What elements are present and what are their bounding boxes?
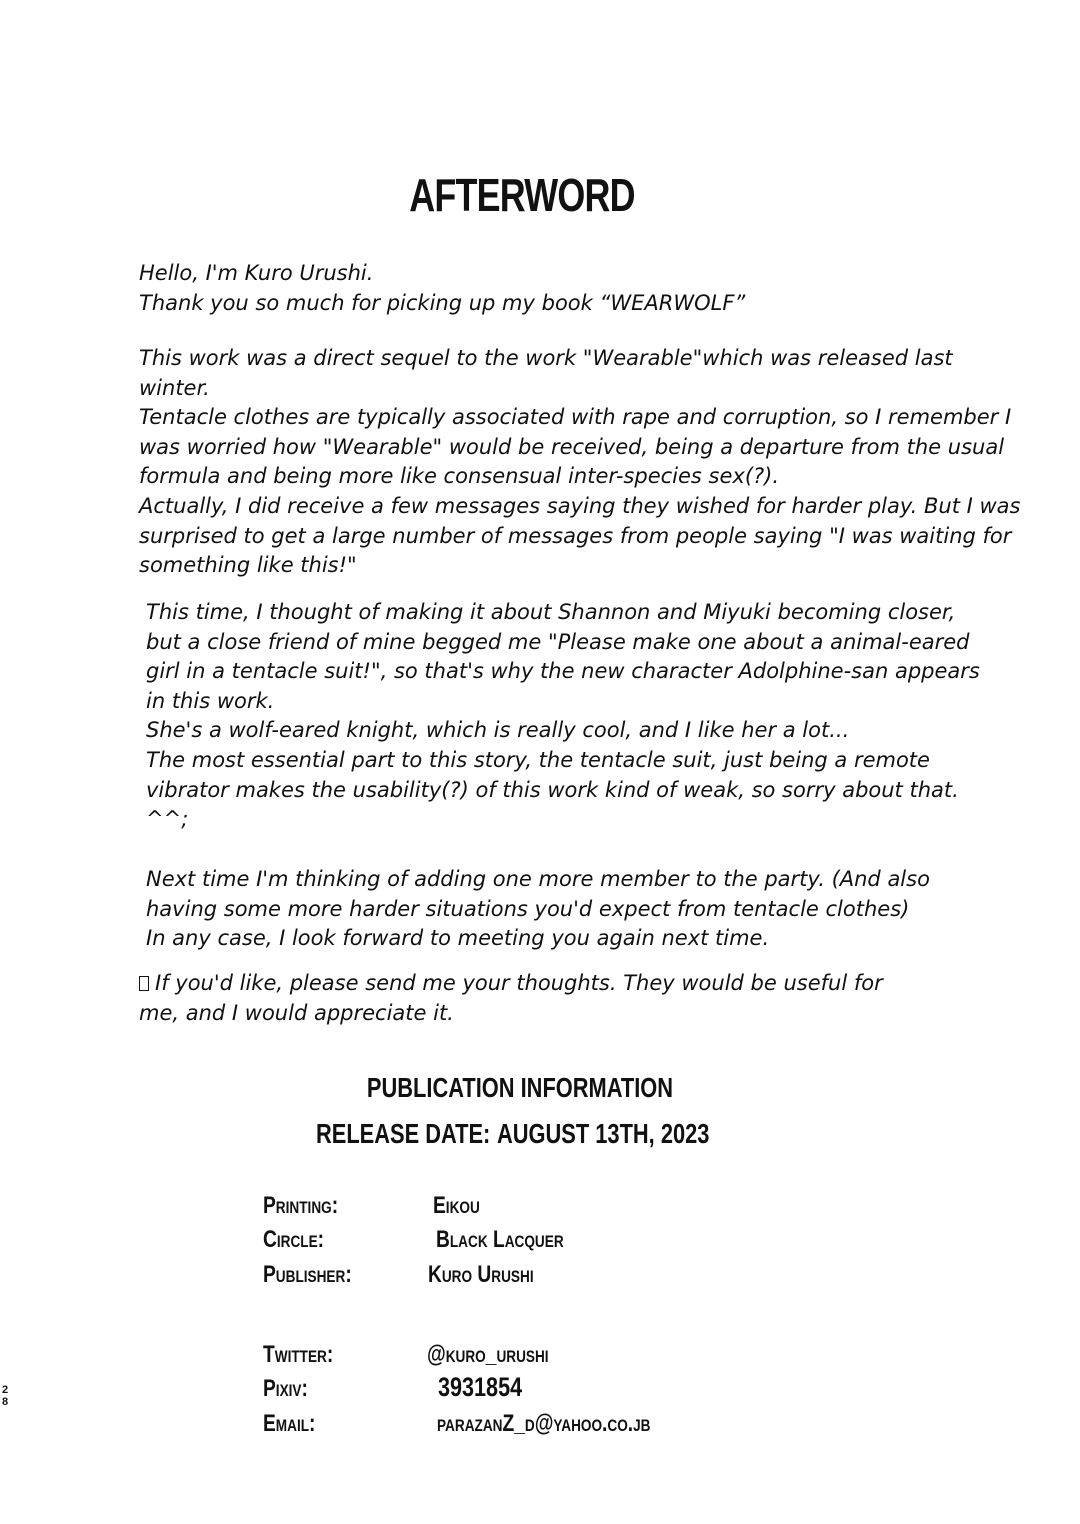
pixiv-value: 3931854 (438, 1372, 523, 1402)
feedback-note (139, 969, 1039, 1028)
text-line: This work was a direct sequel to the work "Wearable"which was released last (139, 346, 953, 370)
text-line: In any case, I look forward to meeting you again next time. (146, 926, 770, 951)
email-label: Email: (263, 1410, 316, 1437)
page-number-text: 2 8 (1, 1384, 9, 1408)
text-line: Hello, I'm Kuro Urushi. (139, 261, 374, 285)
text-line: formula and being more like consensual inter-species sex(?). (139, 464, 780, 489)
circle-label: Circle: (263, 1226, 325, 1253)
pixiv-label: Pixiv: (263, 1375, 308, 1402)
email-value: parazanZ_d@yahoo.co.jb (437, 1410, 651, 1437)
text-line: me, and I would appreciate it. (139, 1000, 454, 1025)
greeting-paragraph (139, 259, 1039, 318)
text-line: ^^; (146, 807, 189, 832)
text-line: in this work. (146, 688, 275, 713)
text-line: Next time I'm thinking of adding one more member to the party. (And also (146, 867, 930, 891)
page-number (0, 1384, 10, 1408)
note-text: If you'd like, please send me your thoughts. They would be useful for (155, 971, 883, 995)
note-mark-icon (139, 976, 149, 991)
sequel-paragraph (139, 344, 1039, 581)
release-date-label: RELEASE DATE: (316, 1118, 491, 1149)
text-line (139, 969, 1039, 999)
text-line: girl in a tentacle suit!", so that's why the new character Adolphine-san appears (146, 659, 980, 684)
next-time-paragraph (146, 865, 1046, 954)
text-line: vibrator makes the usability(?) of this work kind of weak, so sorry about that. (146, 777, 959, 802)
publication-heading: PUBLICATION INFORMATION (366, 1072, 674, 1103)
page-title: AFTERWORD (409, 169, 635, 221)
text-line: winter. (139, 375, 210, 400)
text-line: Actually, I did receive a few messages saying they wished for harder play. But I was (139, 493, 1021, 518)
text-line: This time, I thought of making it about Shannon and Miyuki becoming closer, (146, 600, 956, 624)
text-line: something like this!" (139, 553, 357, 578)
text-line: surprised to get a large number of messages from people saying "I was waiting for (139, 523, 1012, 548)
publisher-label: Publisher: (263, 1261, 352, 1288)
text-line: She's a wolf-eared knight, which is really cool, and I like her a lot... (146, 718, 850, 743)
text-line: Tentacle clothes are typically associated with rape and corruption, so I remember I (139, 405, 1012, 430)
twitter-label: Twitter: (263, 1341, 334, 1368)
text-line: The most essential part to this story, the tentacle suit, just being a remote (146, 747, 930, 772)
printing-value: Eikou (433, 1192, 480, 1219)
text-line: was worried how "Wearable" would be received, being a departure from the usual (139, 434, 1005, 459)
text-line: having some more harder situations you'd expect from tentacle clothes) (146, 896, 910, 921)
release-date-value: AUGUST 13TH, 2023 (497, 1118, 710, 1149)
text-line: but a close friend of mine begged me "Please make one about a animal-eared (146, 629, 970, 654)
printing-label: Printing: (263, 1192, 339, 1219)
text-line: Thank you so much for picking up my book “WEARWOLF” (139, 290, 746, 315)
publisher-value: Kuro Urushi (428, 1261, 534, 1288)
story-paragraph (146, 598, 1046, 835)
twitter-value: @kuro_urushi (427, 1341, 549, 1368)
circle-value: Black Lacquer (436, 1226, 564, 1253)
